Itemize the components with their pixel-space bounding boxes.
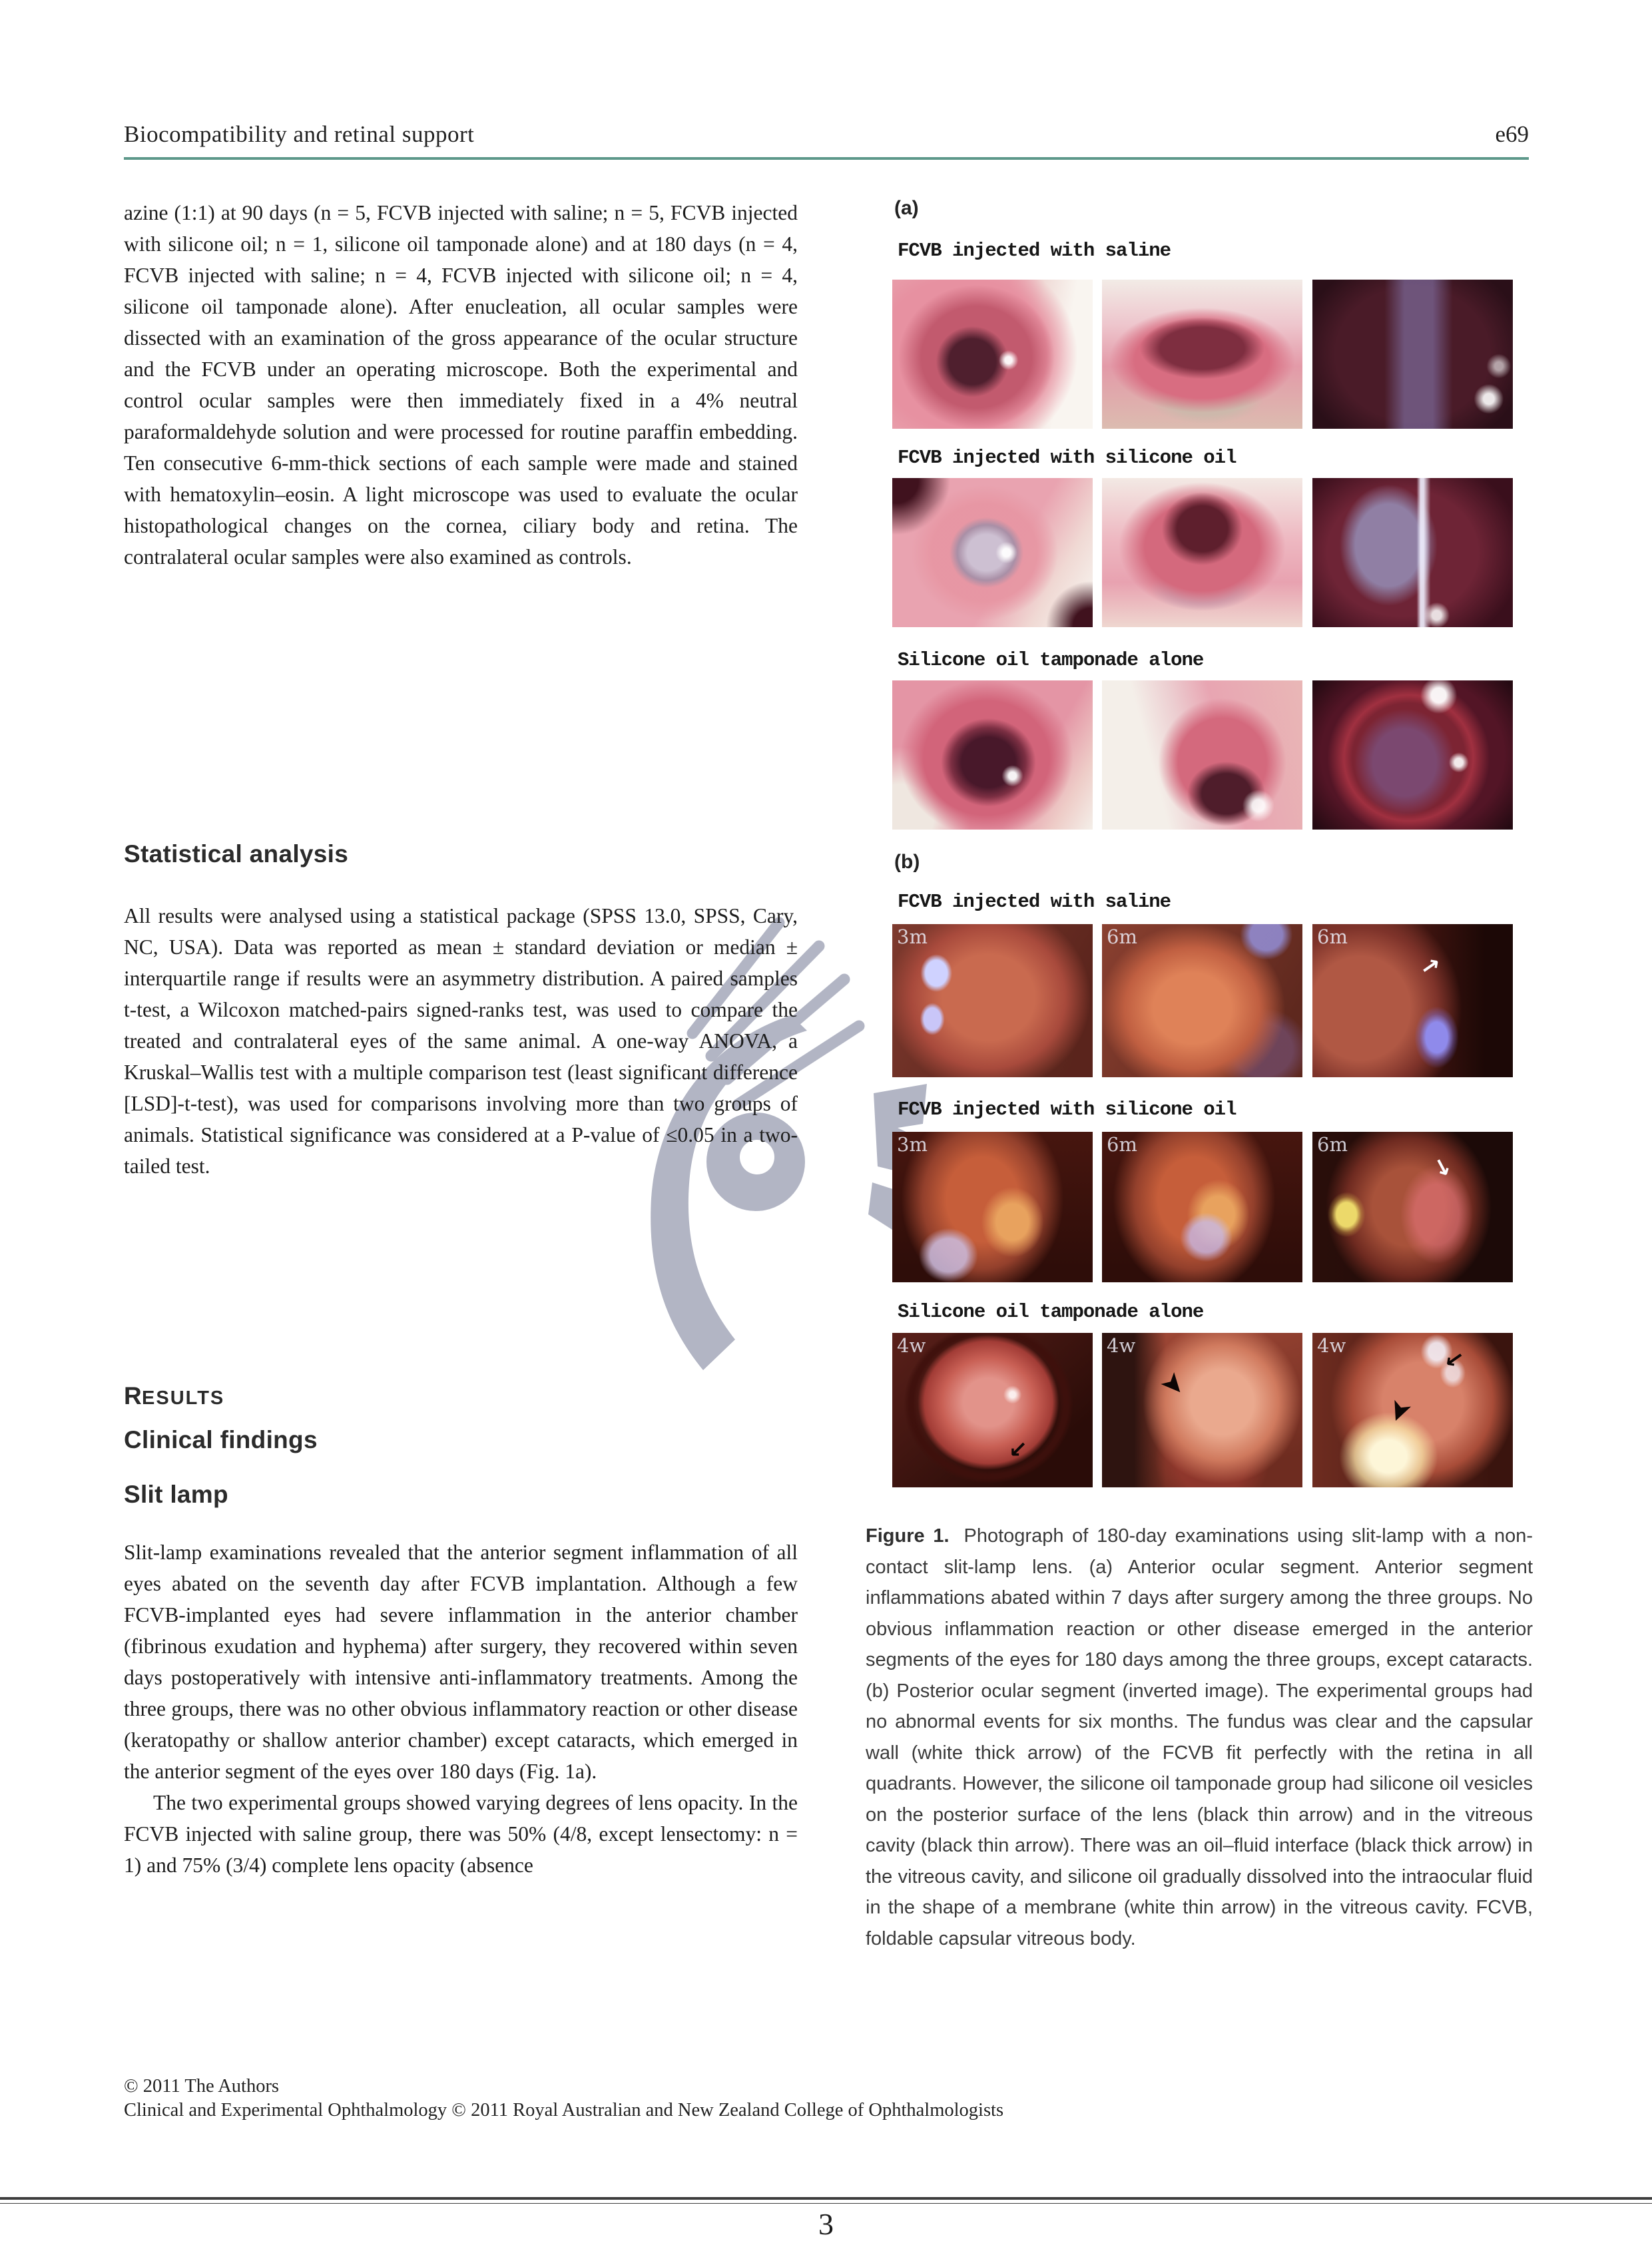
heading-statistical-analysis: Statistical analysis <box>124 840 349 868</box>
eye-photo <box>1102 680 1302 830</box>
results-smallcaps: ESULTS <box>142 1387 225 1409</box>
fundus-photo <box>1312 924 1513 1077</box>
eye-photo <box>1102 478 1302 627</box>
results-initial: R <box>124 1382 142 1409</box>
white-thin-arrow-icon: → <box>1414 949 1446 983</box>
figure-row-label: Silicone oil tamponade alone <box>898 1301 1204 1323</box>
figure-row-label: Silicone oil tamponade alone <box>898 649 1204 671</box>
time-tag: 6m <box>1317 1133 1348 1156</box>
page-number: 3 <box>818 2207 834 2241</box>
figure-row-images <box>892 1333 1513 1487</box>
time-tag: 4w <box>897 1334 926 1357</box>
figure-caption-body: Photograph of 180-day examinations using slit-lamp with a non-contact slit-lamp lens. (a) Anterior ocular segment. Anterior segment inflammations abated within 7 days after surgery among the three groups. No obvious inflammation reaction or other disease emerged in the anterior segments of the eyes for 180 days among the three groups, except cataracts. (b) Posterior ocular segment (inverted image). The experimental groups had no abnormal events for six months. The fundus was clear and the capsular wall (white thick arrow) of the FCVB fit perfectly with the retina in all quadrants. However, the silicone oil tamponade group had silicone oil vesicles on the posterior surface of the lens (black thin arrow) and in the vitreous cavity (black thin arrow). There was an oil–fluid interface (black thick arrow) in the vitreous cavity, and silicone oil gradually dissolved into the intraocular fluid in the shape of a membrane (white thin arrow) in the vitreous cavity. FCVB, foldable capsular vitreous body. <box>866 1525 1533 1949</box>
time-tag: 4w <box>1107 1334 1136 1357</box>
time-tag: 3m <box>897 925 928 948</box>
eye-photo <box>892 478 1093 627</box>
fundus-photo <box>892 1333 1093 1487</box>
time-tag: 4w <box>1317 1334 1346 1357</box>
eye-photo <box>892 680 1093 830</box>
body-paragraph-statistics: All results were analysed using a statistical package (SPSS 13.0, SPSS, Cary, NC, USA). Data was reported as mean ± standard deviation or median ± interquartile range if results were an asymmetry distribution. A paired samples t-test, a Wilcoxon matched-pairs signed-ranks test, was used to compare the treated and contralateral eyes of the same animal. A one-way ANOVA, a Kruskal–Wallis test with a multiple comparison test (least significant difference [LSD]-t-test), was used for comparisons involving more than two groups of animals. Statistical significance was considered at a P-value of ≤0.05 in a two-tailed test. <box>124 904 798 1178</box>
figure-row-label: FCVB injected with saline <box>898 240 1171 262</box>
figure-caption-lead: Figure 1. <box>866 1525 950 1547</box>
figure-row-images <box>892 1132 1513 1282</box>
figure-row-images <box>892 924 1513 1077</box>
fundus-photo <box>1102 1333 1302 1487</box>
heading-results <box>124 1382 224 1410</box>
time-tag: 6m <box>1107 925 1137 948</box>
page-folio: e69 <box>1495 121 1529 147</box>
eye-photo <box>1312 680 1513 830</box>
figure-row-images <box>892 280 1513 429</box>
slitlamp-paragraph-2: The two experimental groups showed varying degrees of lens opacity. In the FCVB injected with saline group, there was 50% (4/8, except lensectomy: n = 1) and 75% (3/4) complete lens opacity (absence <box>124 1791 798 1877</box>
panel-b-letter: (b) <box>894 851 920 873</box>
panel-a-letter: (a) <box>894 197 919 219</box>
eye-photo <box>1102 280 1302 429</box>
fundus-photo <box>892 924 1093 1077</box>
time-tag: 6m <box>1317 925 1348 948</box>
black-thin-arrow-icon: → <box>1001 1433 1035 1465</box>
figure-row-label: FCVB injected with silicone oil <box>898 447 1237 469</box>
fundus-photo <box>892 1132 1093 1282</box>
copyright-line: © 2011 The Authors <box>124 2076 280 2097</box>
black-thick-arrow-icon: ➤ <box>1154 1364 1195 1403</box>
eye-photo <box>1312 280 1513 429</box>
journal-copyright-line: Clinical and Experimental Ophthalmology © 2011 Royal Australian and New Zealand College of Ophthalmologists <box>124 2100 1004 2121</box>
fundus-photo <box>1102 1132 1302 1282</box>
black-thick-arrow-icon: ➤ <box>1381 1395 1420 1429</box>
heading-clinical-findings: Clinical findings <box>124 1426 318 1453</box>
eye-photo <box>892 280 1093 429</box>
fundus-photo <box>1312 1333 1513 1487</box>
figure-caption <box>866 1521 1533 1954</box>
header-rule <box>124 157 1529 160</box>
time-tag: 6m <box>1107 1133 1137 1156</box>
slitlamp-paragraph-1: Slit-lamp examinations revealed that the anterior segment inflammation of all eyes abated on the seventh day after FCVB implantation. Although a few FCVB-implanted eyes had severe inflammation in the anterior chamber (fibrinous exudation and hyphema) after surgery, they recovered within seven days postoperatively with intensive anti-inflammatory treatments. Among the three groups, there was no other obvious inflammatory reaction or other disease (keratopathy or shallow anterior chamber) except cataracts, which emerged in the anterior segment of the eyes over 180 days (Fig. 1a). <box>124 1541 798 1783</box>
fundus-photo <box>1102 924 1302 1077</box>
black-thin-arrow-icon: → <box>1438 1343 1470 1376</box>
figure-row-label: FCVB injected with saline <box>898 891 1171 913</box>
fundus-photo <box>1312 1132 1513 1282</box>
figure-row-label: FCVB injected with silicone oil <box>898 1099 1237 1121</box>
eye-photo <box>1312 478 1513 627</box>
bottom-rule <box>0 2197 1652 2204</box>
figure-row-images <box>892 680 1513 830</box>
figure-row-images <box>892 478 1513 627</box>
body-paragraph-methods: azine (1:1) at 90 days (n = 5, FCVB injected with saline; n = 5, FCVB injected with silicone oil; n = 1, silicone oil tamponade alone) and at 180 days (n = 4, FCVB injected with saline; n = 4, FCVB injected with silicone oil; n = 4, silicone oil tamponade alone). After enucleation, all ocular samples were dissected with an examination of the gross appearance of the ocular structure and the FCVB under an operating microscope. Both the experimental and control ocular samples were then immediately fixed in a 4% neutral paraformaldehyde solution and were processed for routine paraffin embedding. Ten consecutive 6-mm-thick sections of each sample were made and stained with hematoxylin–eosin. A light microscope was used to evaluate the ocular histopathological changes on the cornea, ciliary body and retina. The contralateral ocular samples were also examined as controls. <box>124 201 798 569</box>
time-tag: 3m <box>897 1133 928 1156</box>
body-paragraph-slitlamp <box>124 1537 798 1881</box>
running-head: Biocompatibility and retinal support <box>124 121 475 147</box>
heading-slit-lamp: Slit lamp <box>124 1481 228 1508</box>
white-thin-arrow-icon: → <box>1426 1152 1459 1182</box>
